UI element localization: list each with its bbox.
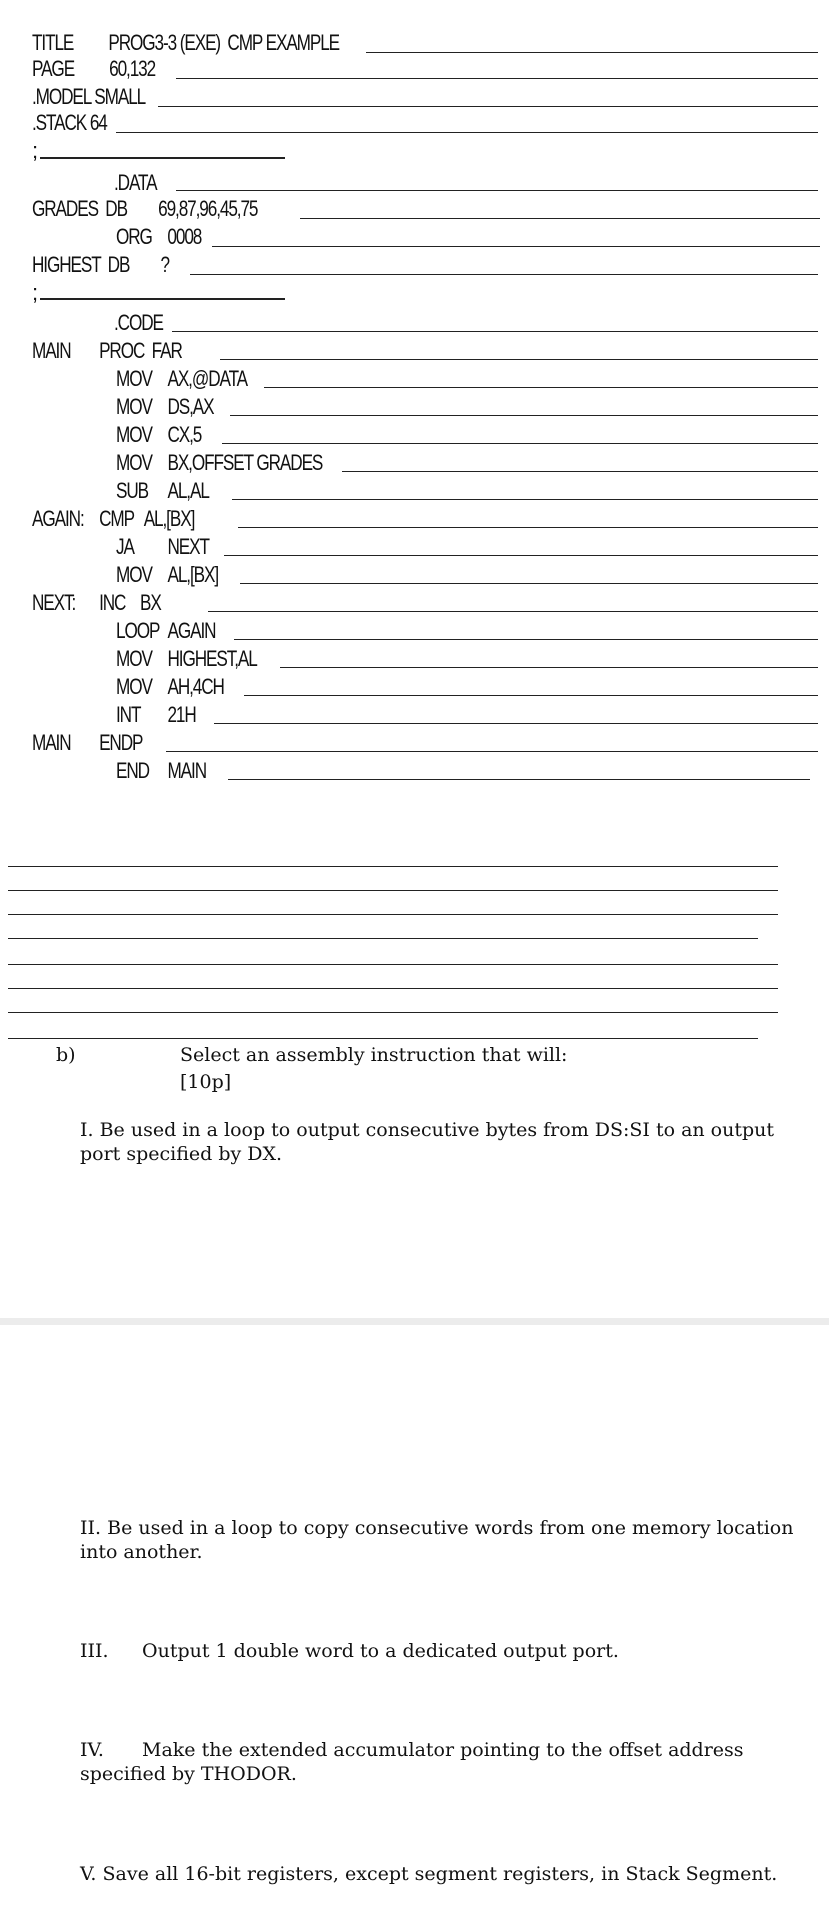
question-item xyxy=(80,1639,800,1663)
code-operand: 21H xyxy=(167,702,196,727)
code-operand: PROG3-3 (EXE) CMP EXAMPLE xyxy=(108,30,340,55)
code-mnemonic: INT xyxy=(116,702,141,727)
item-text: Be used in a loop to copy consecutive words from one memory location into another. xyxy=(80,1517,794,1563)
question-points: [10p] xyxy=(180,1071,232,1093)
code-label: .DATA xyxy=(114,170,157,195)
answer-line xyxy=(8,988,778,989)
code-line xyxy=(32,86,204,108)
question-prompt: Select an assembly instruction that will: xyxy=(180,1044,568,1066)
code-label: MAIN xyxy=(32,338,71,363)
code-label: ORG xyxy=(116,224,152,249)
code-label: .STACK 64 xyxy=(32,110,107,135)
code-mnemonic: MOV xyxy=(116,394,152,419)
item-number: II. xyxy=(80,1517,102,1539)
answer-line xyxy=(8,1038,758,1039)
item-number: I. xyxy=(80,1119,94,1141)
code-operand: MAIN xyxy=(167,758,207,783)
code-operand: CMP AL,[BX] xyxy=(99,506,195,531)
code-operand: ENDP xyxy=(99,730,143,755)
code-label: NEXT: xyxy=(32,590,76,615)
answer-line xyxy=(8,890,778,891)
code-mnemonic: MOV xyxy=(116,674,152,699)
answer-line xyxy=(8,866,778,867)
code-mnemonic: JA xyxy=(116,534,134,559)
item-number: V. xyxy=(80,1863,97,1885)
code-operand: CX,5 xyxy=(167,422,202,447)
code-operand: 60,132 xyxy=(109,56,156,81)
code-mnemonic: MOV xyxy=(116,562,152,587)
code-line xyxy=(32,254,266,276)
code-operand: AL,[BX] xyxy=(167,562,219,587)
question-item xyxy=(80,1862,800,1886)
code-line xyxy=(116,226,272,248)
item-text: Save all 16-bit registers, except segment registers, in Stack Segment. xyxy=(102,1863,778,1885)
code-label: MAIN xyxy=(32,730,71,755)
answer-line xyxy=(8,1012,778,1013)
answer-line xyxy=(8,914,778,915)
code-label: PAGE xyxy=(32,56,75,81)
question-item xyxy=(80,1516,800,1564)
question-item xyxy=(80,1738,800,1786)
comment-semicolon: ; xyxy=(32,138,39,163)
code-operand: NEXT xyxy=(167,534,209,559)
item-text: Be used in a loop to output consecutive bytes from DS:SI to an output port specified by DX. xyxy=(80,1119,775,1165)
comment-semicolon: ; xyxy=(32,280,39,305)
code-mnemonic: MOV xyxy=(116,422,152,447)
question-item xyxy=(80,1118,800,1166)
code-operand: ? xyxy=(160,252,169,277)
code-operand: AL,AL xyxy=(167,478,209,503)
code-line xyxy=(116,452,350,474)
code-label: GRADES DB xyxy=(32,196,127,221)
code-operand: BX,OFFSET GRADES xyxy=(167,450,323,475)
code-line xyxy=(32,198,344,220)
code-label: .MODEL SMALL xyxy=(32,84,146,109)
code-operand: 69,87,96,45,75 xyxy=(158,196,258,221)
code-label: .CODE xyxy=(114,310,163,335)
answer-line xyxy=(8,964,778,965)
question-label: b) xyxy=(56,1044,76,1066)
code-label: TITLE xyxy=(32,30,74,55)
item-text: Output 1 double word to a dedicated output port. xyxy=(142,1640,619,1662)
code-operand: 0008 xyxy=(167,224,202,249)
code-mnemonic: MOV xyxy=(116,366,152,391)
code-operand: AH,4CH xyxy=(167,674,224,699)
code-operand: INC BX xyxy=(99,590,161,615)
code-label: HIGHEST DB xyxy=(32,252,130,277)
code-operand: HIGHEST,AL xyxy=(167,646,257,671)
code-mnemonic: END xyxy=(116,758,149,783)
code-mnemonic: SUB xyxy=(116,478,149,503)
code-label: AGAIN: xyxy=(32,506,84,531)
code-operand: PROC FAR xyxy=(99,338,182,363)
item-number: III. xyxy=(80,1640,109,1662)
code-operand: AGAIN xyxy=(167,618,216,643)
code-line xyxy=(32,32,648,54)
code-mnemonic: LOOP xyxy=(116,618,160,643)
code-operand: AX,@DATA xyxy=(167,366,248,391)
item-number: IV. xyxy=(80,1739,104,1761)
code-mnemonic: MOV xyxy=(116,646,152,671)
code-line xyxy=(32,112,188,134)
page-break xyxy=(0,1318,829,1325)
code-operand: DS,AX xyxy=(167,394,214,419)
item-text: Make the extended accumulator pointing to the offset address specified by THODOR. xyxy=(80,1739,744,1785)
code-line xyxy=(32,58,211,80)
code-mnemonic: MOV xyxy=(116,450,152,475)
answer-line xyxy=(8,938,758,939)
